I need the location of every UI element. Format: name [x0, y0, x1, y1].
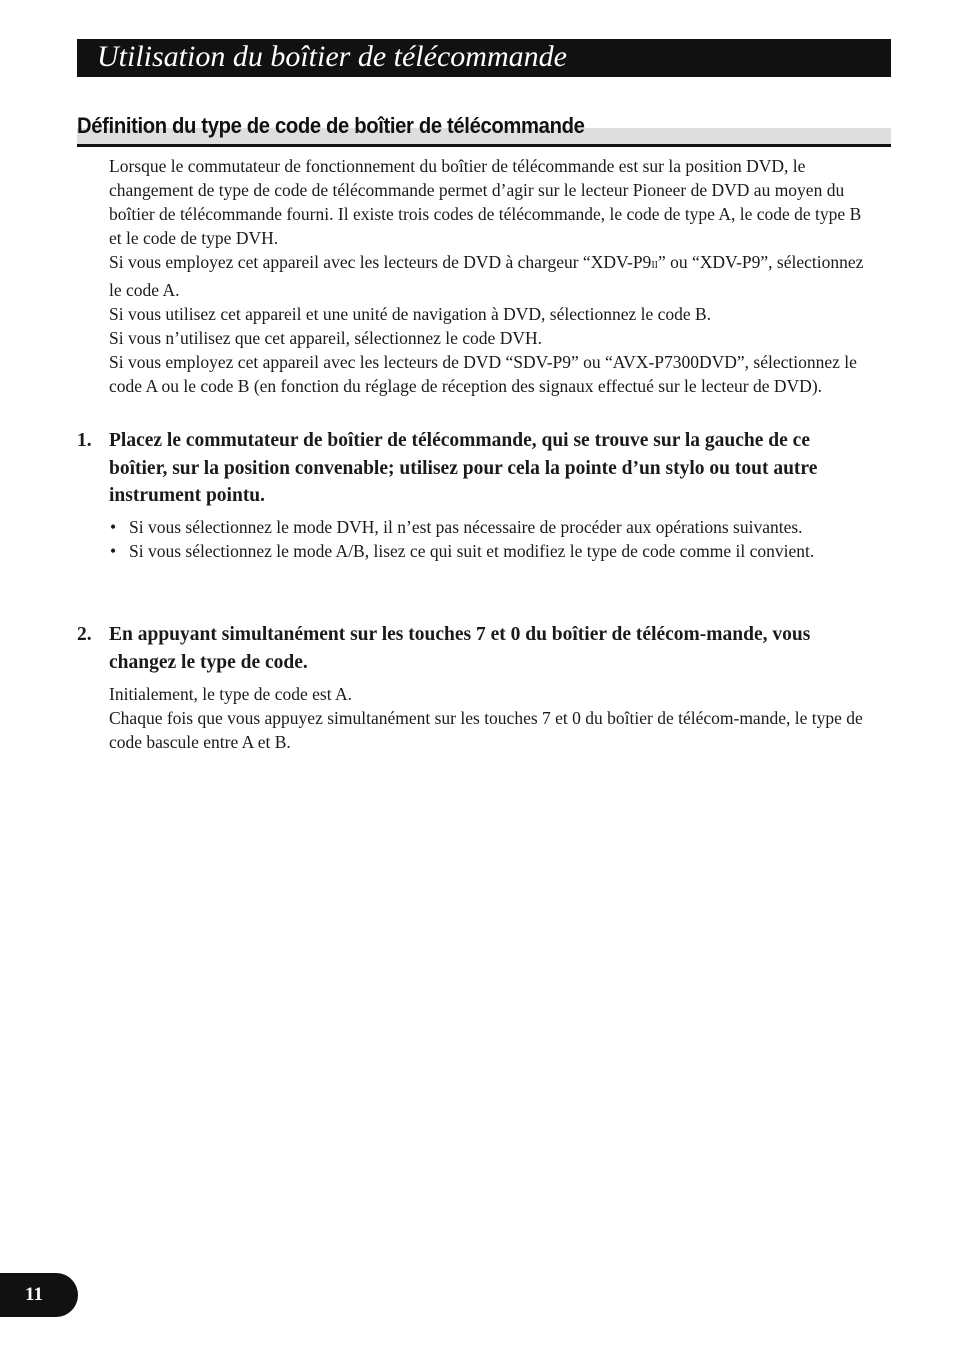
intro-paragraph: Si vous employez cet appareil avec les lecteurs de DVD “SDV-P9” ou “AVX-P7300DVD”, sélectionnez le code A ou le code B (en fonction du réglage de réception des signaux effectué sur le lecteur de DVD). [109, 352, 857, 396]
bullet-icon: • [110, 517, 117, 537]
step-1 [77, 427, 867, 510]
intro-paragraph: Si vous utilisez cet appareil et une unité de navigation à DVD, sélectionnez le code B. [109, 304, 712, 324]
section-header-rule [77, 144, 891, 147]
step-2 [77, 621, 867, 676]
section-title: Définition du type de code de boîtier de télécommande [77, 113, 585, 138]
list-item [109, 515, 869, 539]
bullet-icon: • [110, 541, 117, 561]
intro-paragraph: Si vous n’utilisez que cet appareil, sélectionnez le code DVH. [109, 328, 542, 348]
bullet-text: Si vous sélectionnez le mode DVH, il n’est pas nécessaire de procéder aux opérations suivantes. [129, 517, 803, 537]
chapter-title: Utilisation du boîtier de télécommande [97, 40, 567, 73]
intro-text [109, 154, 869, 398]
intro-text-part: Si vous employez cet appareil avec les lecteurs de DVD à chargeur “XDV-P9 [109, 252, 652, 272]
step-1-bullets [109, 515, 869, 563]
bullet-text: Si vous sélectionnez le mode A/B, lisez ce qui suit et modifiez le type de code comme il convient. [129, 541, 815, 561]
page-number: 11 [25, 1284, 43, 1305]
intro-paragraph: Lorsque le commutateur de fonctionnement du boîtier de télécommande est sur la position DVD, le changement de type de code de télécommande permet d’agir sur le lecteur Pioneer de DVD au moyen du boîtier de télécommande fourni. Il existe trois codes de télécommande, le code de type A, le code de type B et le code de type DVH. [109, 156, 862, 248]
intro-text-part: ” ou “XDV-P9”, sélectionnez le code A. [109, 252, 864, 300]
chapter-header [77, 39, 891, 77]
intro-paragraph [109, 250, 869, 302]
step-number: 1. [77, 430, 92, 451]
note-paragraph: Initialement, le type de code est A. [109, 684, 352, 704]
step-instruction: Placez le commutateur de boîtier de télécommande, qui se trouve sur la gauche de ce boîtier, sur la position convenable; utilisez pour cela la pointe d’un stylo ou tout autre instrument pointu. [109, 430, 818, 506]
step-instruction: En appuyant simultanément sur les touches 7 et 0 du boîtier de télécom-mande, vous changez le type de code. [109, 624, 811, 673]
step-2-notes [109, 682, 869, 754]
section-header [77, 111, 891, 147]
list-item [109, 539, 869, 563]
step-number: 2. [77, 624, 92, 645]
roman-numeral-subscript: II [651, 260, 658, 271]
page-number-tab [0, 1273, 78, 1317]
note-paragraph: Chaque fois que vous appuyez simultanément sur les touches 7 et 0 du boîtier de télécom-mande, le type de code bascule entre A et B. [109, 708, 863, 752]
